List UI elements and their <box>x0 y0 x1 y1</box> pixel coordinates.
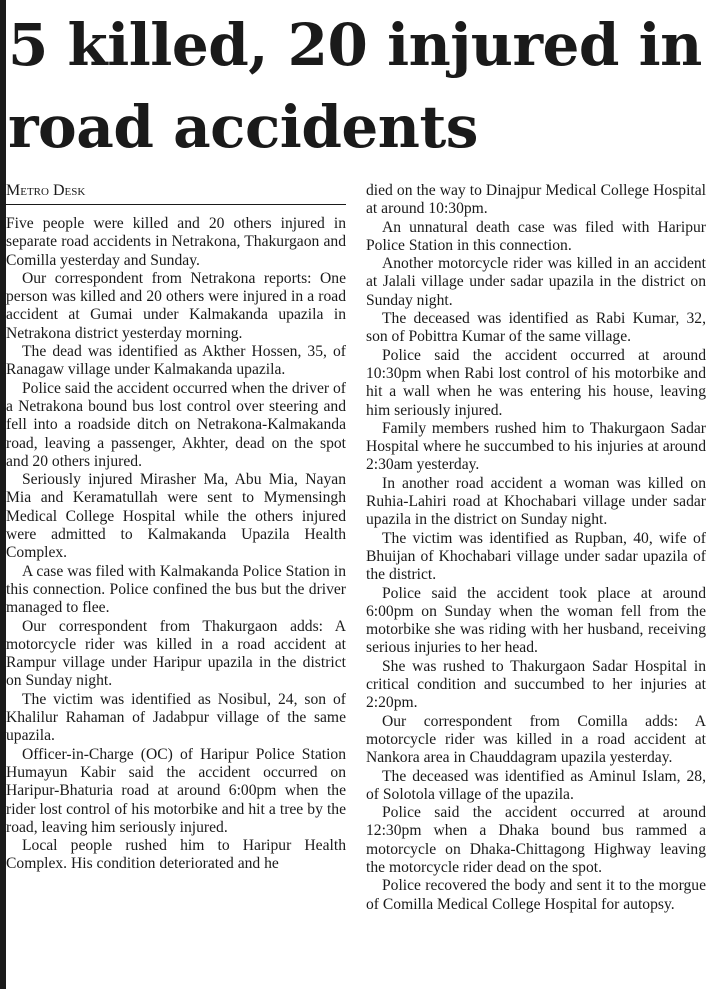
paragraph: Police said the accident took place at around 6:00pm on Sunday when the woman fell from the motorbike she was riding with her husband, receiving serious injuries to her head. <box>366 584 706 657</box>
headline-line-1: 5 killed, 20 injured in <box>8 11 702 79</box>
paragraph: Police recovered the body and sent it to the morgue of Comilla Medical College Hospital for autopsy. <box>366 877 706 913</box>
paragraph: The dead was identified as Akther Hossen, 35, of Ranagaw village under Kalmakanda upazila. <box>6 343 346 379</box>
paragraph: Our correspondent from Thakurgaon adds: A motorcycle rider was killed in a road accident at Rampur village under Haripur upazila in the district on Sunday night. <box>6 617 346 690</box>
paragraph: In another road accident a woman was killed on Ruhia-Lahiri road at Khochabari village under sadar upazila in the district on Sunday night. <box>366 474 706 529</box>
byline-desk: Metro Desk <box>6 182 346 205</box>
paragraph: The victim was identified as Nosibul, 24, son of Khalilur Rahaman of Jadabpur village of the same upazila. <box>6 690 346 745</box>
headline-line-2: road accidents <box>8 93 478 161</box>
paragraph: Our correspondent from Comilla adds: A motorcycle rider was killed in a road accident at Nankora area in Chauddagram upazila yesterday. <box>366 712 706 767</box>
paragraph: Local people rushed him to Haripur Health Complex. His condition deteriorated and he <box>6 837 346 873</box>
paragraph: The victim was identified as Rupban, 40, wife of Bhuijan of Khochabari village under sadar upazila of the district. <box>366 529 706 584</box>
paragraph: An unnatural death case was filed with Haripur Police Station in this connection. <box>366 218 706 254</box>
paragraph: Our correspondent from Netrakona reports: One person was killed and 20 others were injured in a road accident at Gumai under Kalmakanda upazila in Netrakona district yesterday morning. <box>6 269 346 342</box>
paragraph: Family members rushed him to Thakurgaon Sadar Hospital where he succumbed to his injuries at around 2:30am yesterday. <box>366 419 706 474</box>
paragraph: Police said the accident occurred at around 10:30pm when Rabi lost control of his motorbike and hit a wall when he was entering his house, leaving him seriously injured. <box>366 346 706 419</box>
article-column-left <box>6 182 346 874</box>
paragraph: Police said the accident occurred at around 12:30pm when a Dhaka bound bus rammed a motorcycle on Dhaka-Chittagong Highway leaving the motorcycle rider dead on the spot. <box>366 804 706 876</box>
paragraph: Police said the accident occurred when the driver of a Netrakona bound bus lost control over steering and fell into a roadside ditch on Netrakona-Kalmakanda road, leaving a passenger, Akhter, dead on the spot and 20 others injured. <box>6 379 346 470</box>
paragraph: A case was filed with Kalmakanda Police Station in this connection. Police confined the bus but the driver managed to flee. <box>6 562 346 617</box>
paragraph: Another motorcycle rider was killed in an accident at Jalali village under sadar upazila in the district on Sunday night. <box>366 255 706 309</box>
article-column-right <box>366 182 706 914</box>
paragraph: Officer-in-Charge (OC) of Haripur Police Station Humayun Kabir said the accident occurred on Haripur-Bhaturia road at around 6:00pm when the rider lost control of his motorbike and hit a tree by the road, leaving him seriously injured. <box>6 745 346 836</box>
paragraph-continuation: died on the way to Dinajpur Medical College Hospital at around 10:30pm. <box>366 182 706 218</box>
headline <box>8 4 713 168</box>
paragraph: She was rushed to Thakurgaon Sadar Hospital in critical condition and succumbed to her injuries at 2:20pm. <box>366 657 706 712</box>
paragraph: Seriously injured Mirasher Ma, Abu Mia, Nayan Mia and Keramatullah were sent to Mymensingh Medical College Hospital while the others injured were admitted to Kalmakanda Upazila Health Complex. <box>6 471 346 562</box>
paragraph: The deceased was identified as Rabi Kumar, 32, son of Pobittra Kumar of the same village. <box>366 310 706 346</box>
paragraph: The deceased was identified as Aminul Islam, 28, of Solotola village of the upazila. <box>366 767 706 803</box>
paragraph: Five people were killed and 20 others injured in separate road accidents in Netrakona, Thakurgaon and Comilla yesterday and Sunday. <box>6 215 346 269</box>
